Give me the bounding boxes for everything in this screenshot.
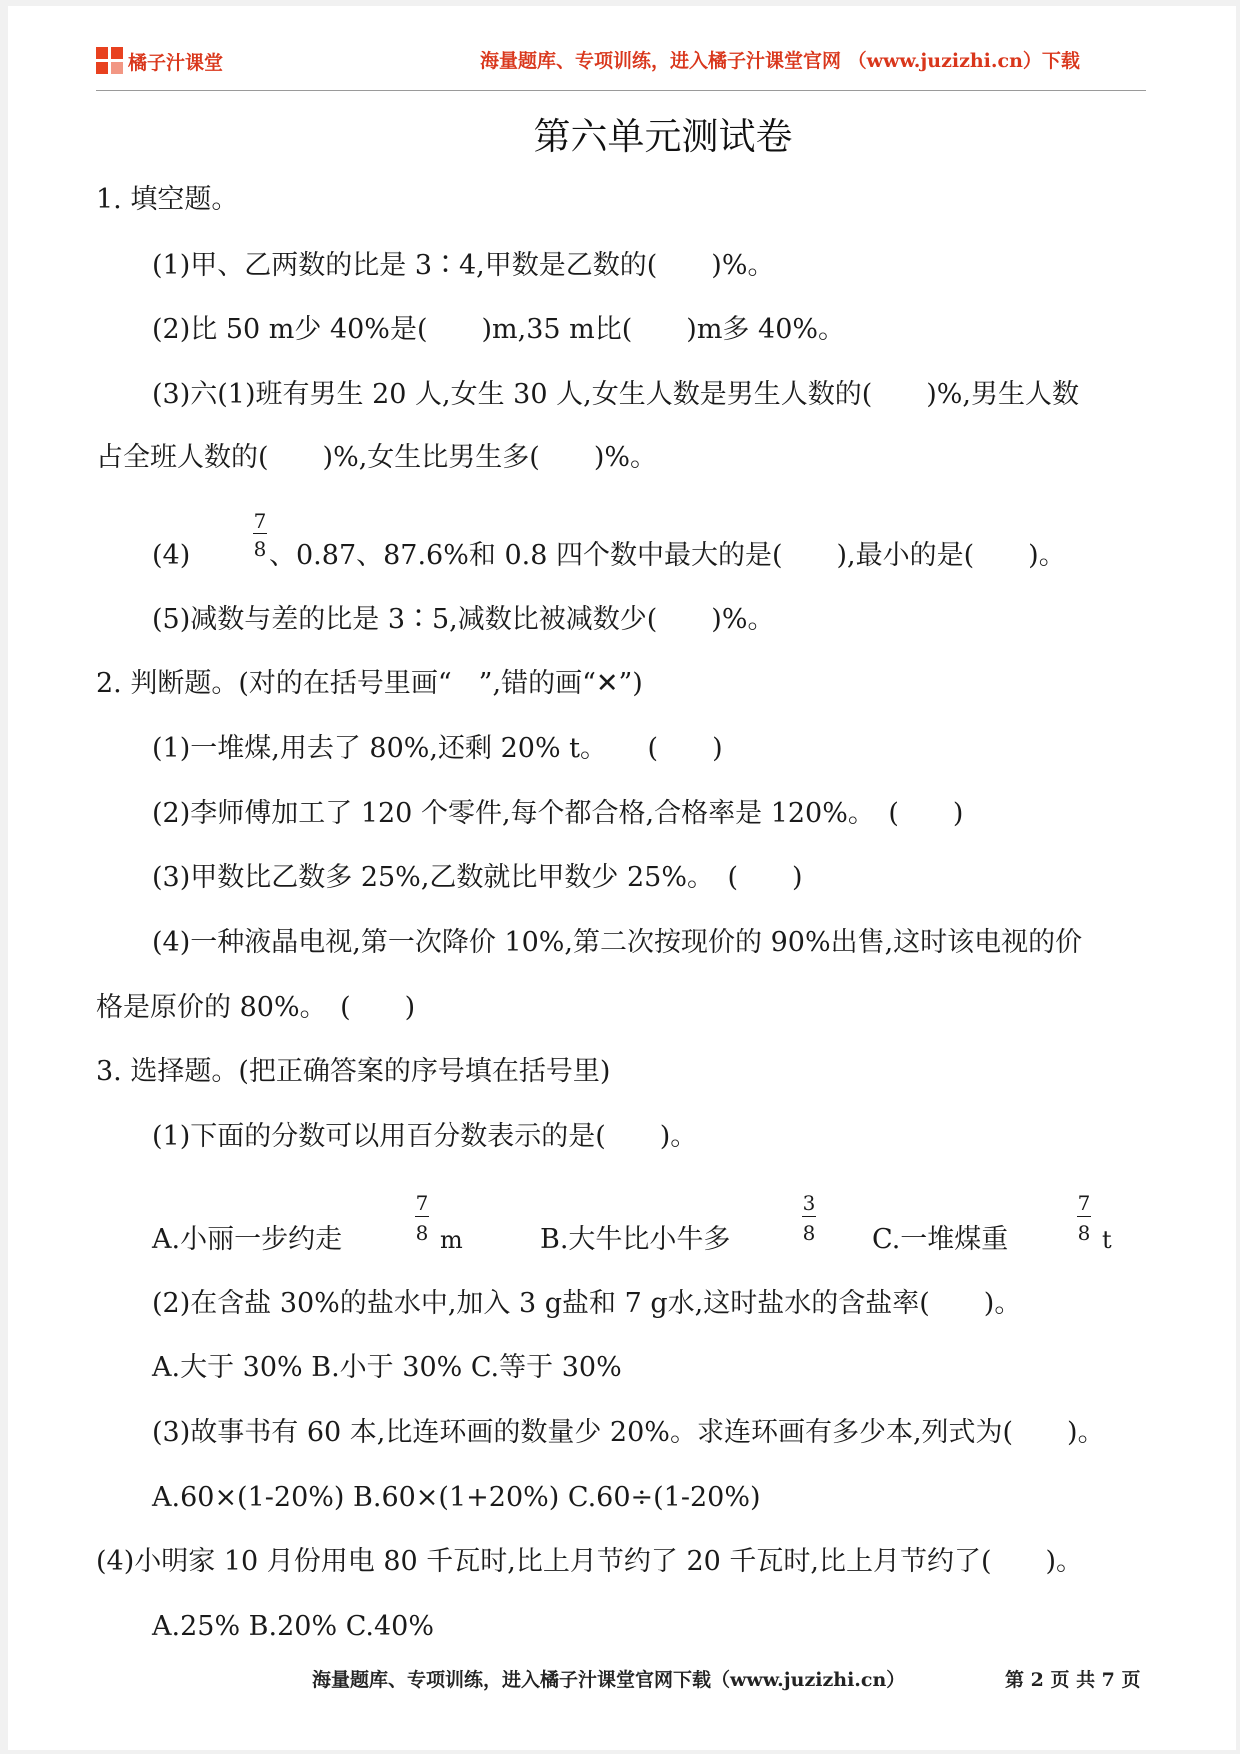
q1-item-2: (2)比 50 m少 40%是( )m,35 m比( )m多 40%。: [152, 314, 846, 345]
header-slogan: 海量题库、专项训练，进入橘子汁课堂官网 （www.juzizhi.cn）下载: [480, 50, 1080, 72]
q3-option-b-denominator: 8: [802, 1221, 816, 1245]
logo: [96, 46, 223, 76]
q2-item-1: (1)一堆煤,用去了 80%,还剩 20% t。 ( ): [152, 733, 723, 764]
q3-option-c-unit: t: [1102, 1226, 1112, 1254]
page-title: 第六单元测试卷: [533, 115, 793, 158]
q3-option-c-numerator: 7: [1077, 1191, 1091, 1215]
q3-option-c: C.一堆煤重: [872, 1224, 1009, 1255]
logo-text: 橘子汁课堂: [128, 51, 224, 74]
page-number: 第 2 页 共 7 页: [1005, 1669, 1141, 1691]
q3-item-1: (1)下面的分数可以用百分数表示的是( )。: [152, 1121, 698, 1152]
q3-option-a-unit: m: [440, 1226, 463, 1254]
fraction-bar: [1077, 1216, 1091, 1217]
q3-item-3: (3)故事书有 60 本,比连环画的数量少 20%。求连环画有多少本,列式为( )。: [152, 1417, 1105, 1448]
q1-item-1: (1)甲、乙两数的比是 3∶4,甲数是乙数的( )%。: [152, 250, 775, 281]
fraction-bar: [415, 1216, 429, 1217]
q1-heading: 1. 填空题。: [96, 184, 239, 215]
q3-option-b-numerator: 3: [802, 1191, 816, 1215]
q1-item-4-numerator: 7: [253, 509, 267, 533]
q3-option-c-denominator: 8: [1077, 1221, 1091, 1245]
q3-item-4: (4)小明家 10 月份用电 80 千瓦时,比上月节约了 20 千瓦时,比上月节约了( )。: [96, 1546, 1084, 1577]
q1-item-3a: (3)六(1)班有男生 20 人,女生 30 人,女生人数是男生人数的( )%,男生人数: [152, 379, 1080, 410]
footer-slogan: 海量题库、专项训练，进入橘子汁课堂官网下载（www.juzizhi.cn）: [312, 1669, 906, 1691]
logo-icon: [96, 47, 124, 75]
q1-item-4-label: (4): [152, 540, 191, 571]
q3-option-b: B.大牛比小牛多: [540, 1224, 731, 1255]
q3-heading: 3. 选择题。(把正确答案的序号填在括号里): [96, 1056, 611, 1087]
q2-item-3: (3)甲数比乙数多 25%,乙数就比甲数少 25%。 ( ): [152, 862, 803, 893]
q3-option-a: A.小丽一步约走: [152, 1224, 343, 1255]
q1-item-4-text: 、0.87、87.6%和 0.8 四个数中最大的是( ),最小的是( )。: [269, 540, 1066, 571]
q3-item-3-options: A.60×(1-20%) B.60×(1+20%) C.60÷(1-20%): [152, 1482, 761, 1513]
q2-item-4b: 格是原价的 80%。 ( ): [96, 992, 416, 1023]
q3-item-4-options: A.25% B.20% C.40%: [152, 1611, 434, 1642]
header-divider: [96, 90, 1146, 91]
q1-item-3b: 占全班人数的( )%,女生比男生多( )%。: [96, 442, 658, 473]
q1-item-5: (5)减数与差的比是 3∶5,减数比被减数少( )%。: [152, 604, 775, 635]
q3-option-a-denominator: 8: [415, 1221, 429, 1245]
q3-item-2: (2)在含盐 30%的盐水中,加入 3 g盐和 7 g水,这时盐水的含盐率( )。: [152, 1288, 1022, 1319]
q3-item-2-options: A.大于 30% B.小于 30% C.等于 30%: [152, 1352, 622, 1383]
fraction-bar: [253, 533, 267, 534]
q1-item-4-denominator: 8: [253, 537, 267, 561]
q2-item-2: (2)李师傅加工了 120 个零件,每个都合格,合格率是 120%。 ( ): [152, 798, 964, 829]
q3-option-a-numerator: 7: [415, 1191, 429, 1215]
q2-heading: 2. 判断题。(对的在括号里画“ ”,错的画“✕”): [96, 668, 643, 699]
q2-item-4a: (4)一种液晶电视,第一次降价 10%,第二次按现价的 90%出售,这时该电视的价: [152, 927, 1083, 958]
fraction-bar: [802, 1216, 816, 1217]
